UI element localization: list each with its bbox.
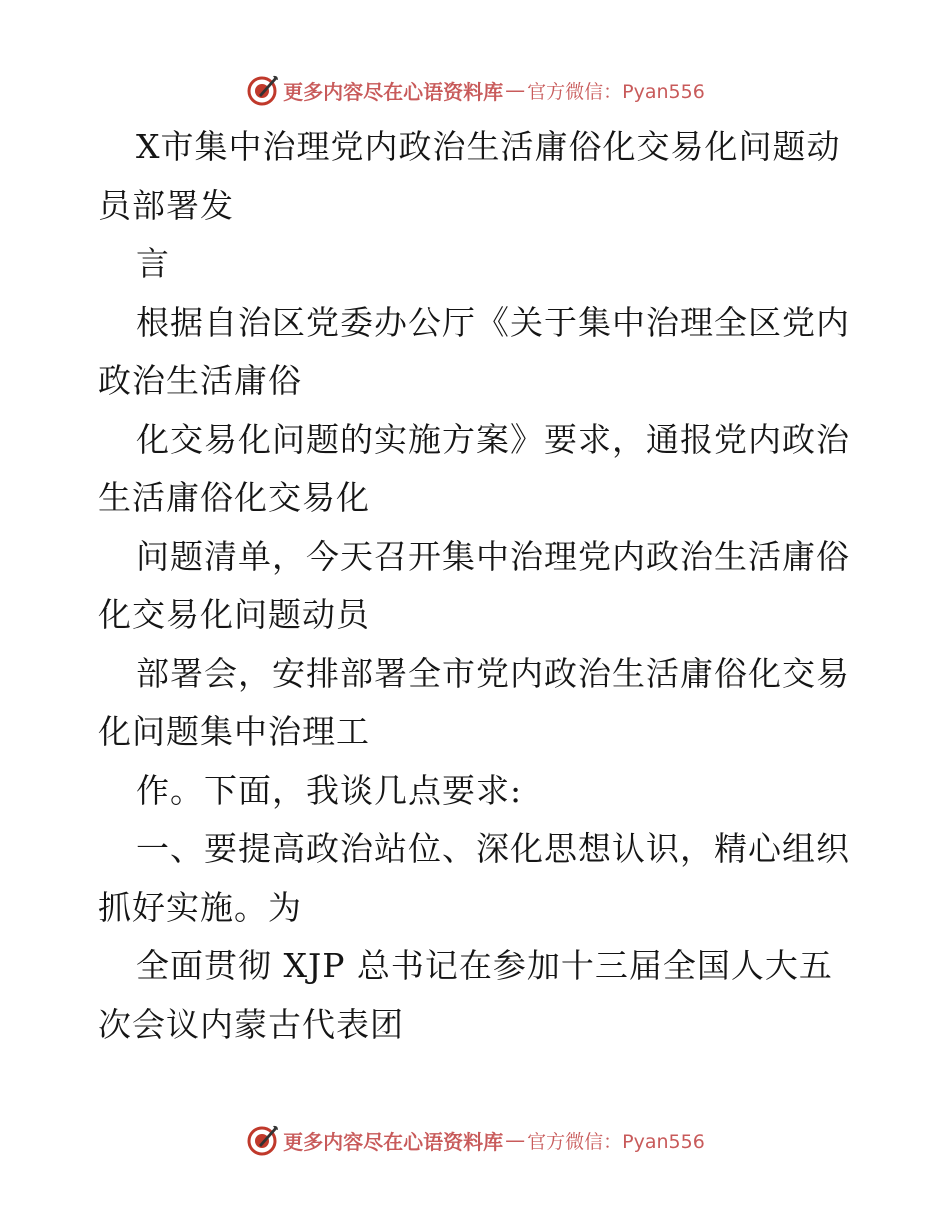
body-line: 全面贯彻 XJP 总书记在参加十三届全国人大五 [136, 946, 833, 985]
body-line: 政治生活庸俗 [98, 361, 302, 400]
body-line: 员部署发 [98, 185, 234, 225]
footer-promo-text: 更多内容尽在心语资料库 [283, 1129, 504, 1154]
body-line: 化问题集中治理工 [98, 712, 370, 751]
body-line: 根据自治区党委办公厅《关于集中治理全区党内 [136, 302, 850, 342]
header-banner [0, 68, 950, 112]
quill-seal-icon [245, 73, 279, 107]
header-separator: — [505, 78, 526, 102]
body-line: 言 [136, 244, 170, 283]
body-line: 次会议内蒙古代表团 [98, 1004, 404, 1044]
header-promo-text: 更多内容尽在心语资料库 [283, 79, 504, 104]
quill-seal-icon [245, 1123, 279, 1157]
body-line: 部署会，安排部署全市党内政治生活庸俗化交易 [136, 653, 850, 693]
footer-banner [0, 1118, 950, 1162]
body-line: 化交易化问题动员 [98, 595, 370, 634]
header-contact-text: 官方微信：Pyan556 [527, 80, 705, 103]
footer-separator: — [505, 1128, 526, 1152]
document-body [98, 118, 858, 1054]
footer-contact-text: 官方微信：Pyan556 [527, 1130, 705, 1153]
body-line: 生活庸俗化交易化 [98, 478, 370, 517]
body-line: 问题清单，今天召开集中治理党内政治生活庸俗 [136, 536, 850, 576]
body-line: 抓好实施。为 [98, 887, 302, 927]
body-line: X市集中治理党内政治生活庸俗化交易化问题动 [136, 127, 841, 166]
body-line: 作。下面，我谈几点要求: [136, 770, 523, 810]
body-line: 化交易化问题的实施方案》要求，通报党内政治 [136, 419, 850, 459]
body-line: 一、要提高政治站位、深化思想认识，精心组织 [136, 829, 850, 868]
